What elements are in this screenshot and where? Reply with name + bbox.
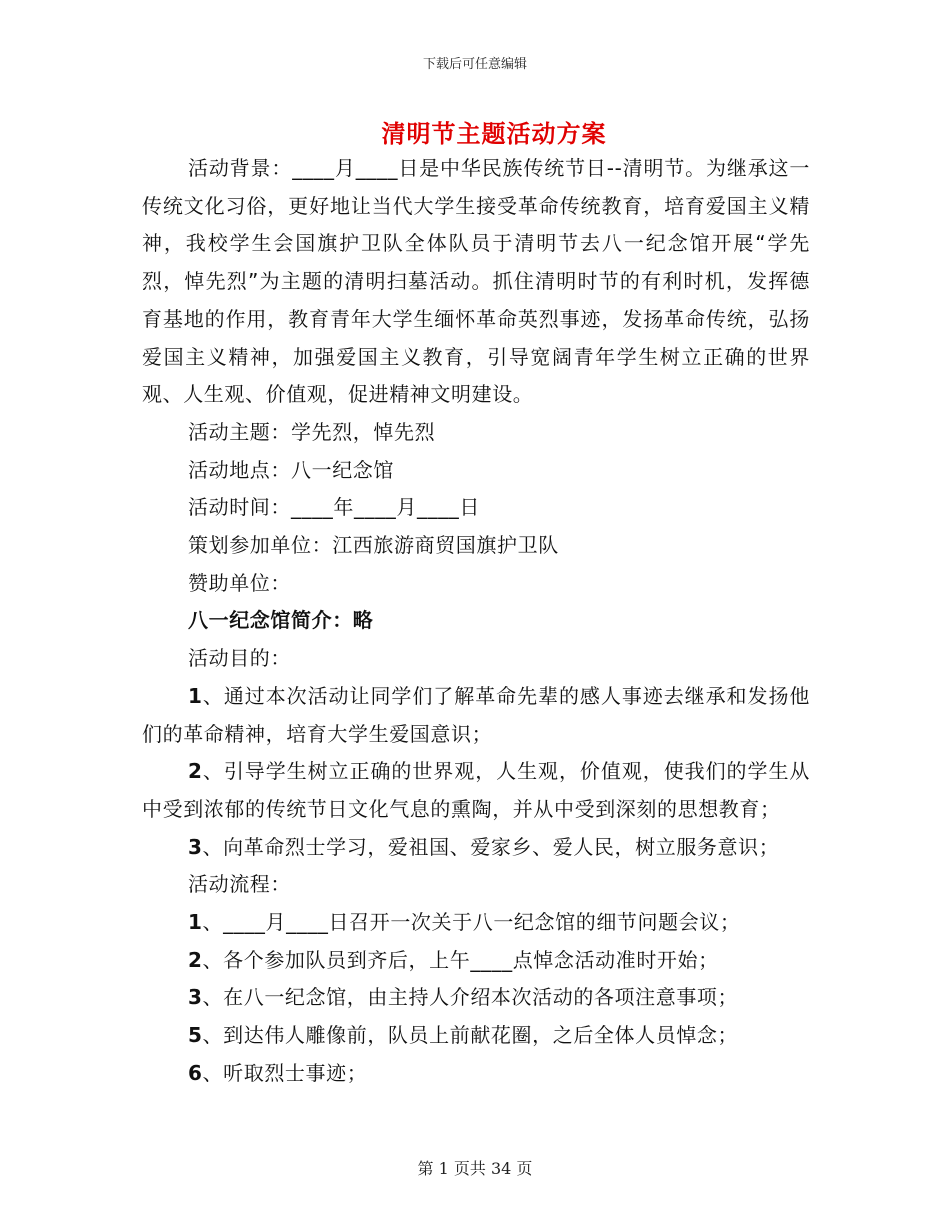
item-number: 1 [188, 683, 203, 708]
item-text: 、到达伟人雕像前，队员上前献花圈，之后全体人员悼念； [202, 1023, 739, 1048]
process-item [142, 942, 810, 980]
item-text: 、听取烈士事迹； [202, 1060, 368, 1085]
page-footer: 第 1 页共 34 页 [417, 1159, 533, 1178]
process-item [142, 1017, 810, 1055]
item-text: 、向革命烈士学习，爱祖国、爱家乡、爱人民，树立服务意识； [202, 834, 780, 859]
item-number: 2 [188, 947, 203, 972]
process-item [142, 979, 810, 1017]
item-number: 3 [188, 985, 203, 1010]
paragraph-theme: 活动主题：学先烈，悼先烈 [188, 419, 436, 444]
paragraph-purpose-heading: 活动目的： [188, 646, 291, 671]
item-number: 1 [188, 910, 203, 935]
item-number: 5 [188, 1023, 203, 1048]
purpose-item [142, 678, 810, 753]
item-text: 、各个参加队员到齐后，上午____点悼念活动准时开始； [202, 947, 719, 972]
item-text: 、____月____日召开一次关于八一纪念馆的细节问题会议； [202, 910, 741, 935]
item-number: 6 [188, 1060, 203, 1085]
document-body [142, 150, 810, 1093]
paragraph-time: 活动时间：____年____月____日 [188, 495, 480, 520]
purpose-item [142, 829, 810, 867]
item-text: 、引导学生树立正确的世界观，人生观，价值观，使我们的学生从中受到浓郁的传统节日文化气息的熏陶，并从中受到深刻的思想教育； [142, 759, 810, 821]
process-item [142, 904, 810, 942]
document-title: 清明节主题活动方案 [381, 120, 607, 148]
item-number: 2 [188, 759, 203, 784]
item-text: 、通过本次活动让同学们了解革命先辈的感人事迹去继承和发扬他们的革命精神，培育大学生爱国意识； [142, 683, 810, 746]
paragraph-memorial-intro: 八一纪念馆简介：略 [188, 608, 374, 633]
purpose-item [142, 753, 810, 828]
paragraph-background: 活动背景：____月____日是中华民族传统节日--清明节。为继承这一传统文化习俗，更好地让当代大学生接受革命传统教育，培育爱国主义精神，我校学生会国旗护卫队全体队员于清明节去八一纪念馆开展“学先烈，悼先烈”为主题的清明扫墓活动。抓住清明时节的有利时机，发挥德育基地的作用，教育青年大学生缅怀革命英烈事迹，发扬革命传统，弘扬爱国主义精神，加强爱国主义教育，引导宽阔青年学生树立正确的世界观、人生观、价值观，促进精神文明建设。 [142, 156, 810, 407]
paragraph-organizer: 策划参加单位：江西旅游商贸国旗护卫队 [188, 533, 559, 558]
item-number: 3 [188, 834, 203, 859]
paragraph-sponsor: 赞助单位： [188, 570, 291, 595]
page-header: 下载后可任意编辑 [422, 57, 527, 72]
process-item [142, 1055, 810, 1093]
paragraph-location: 活动地点：八一纪念馆 [188, 457, 394, 482]
item-text: 、在八一纪念馆，由主持人介绍本次活动的各项注意事项； [202, 985, 739, 1010]
paragraph-process-heading: 活动流程： [188, 872, 291, 897]
